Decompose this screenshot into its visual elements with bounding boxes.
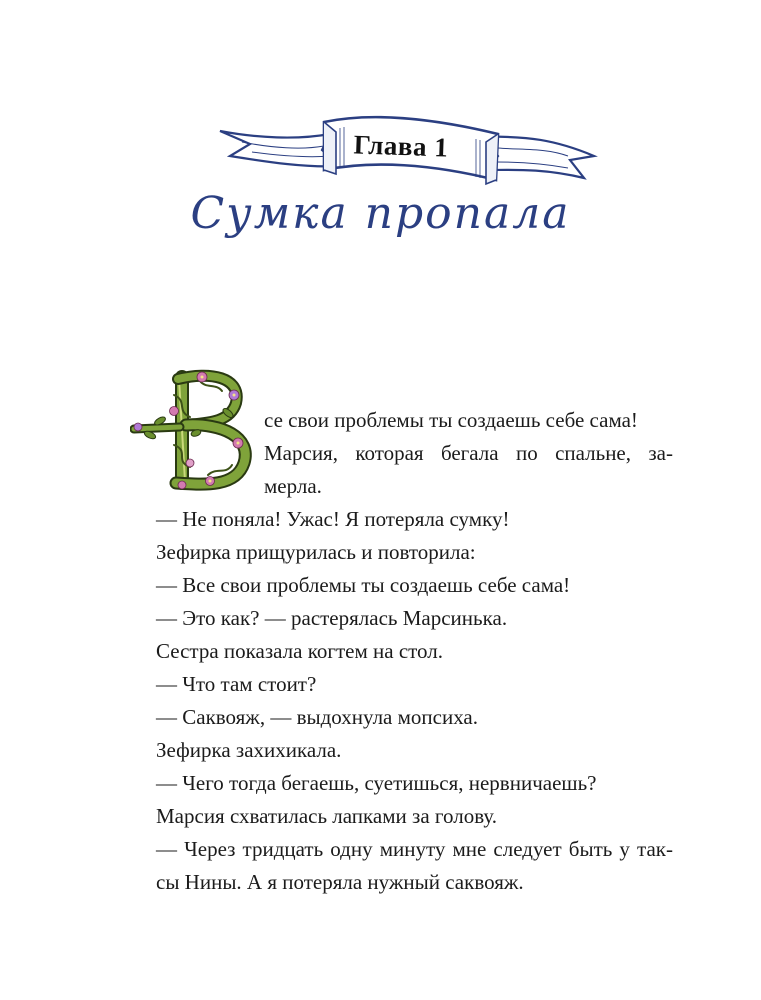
paragraph-1-line-2: Марсия, которая бегала по спальне, за- [264,441,673,465]
paragraph-8: — Саквояж, — выдохнула мопсиха. [156,705,479,729]
paragraph-2: — Не поняла! Ужас! Я потеряла сумку! [156,507,510,531]
paragraph-3: Зефирка прищурилась и повторила: [156,540,476,564]
paragraph-1-line-1: се свои проблемы ты создаешь себе сама! [264,408,638,432]
drop-cap-letter [130,367,258,493]
paragraph-4: — Все свои проблемы ты создаешь себе сама! [156,573,571,597]
paragraph-11: Марсия схватилась лапками за голову. [156,804,498,828]
paragraph-6: Сестра показала когтем на стол. [156,639,443,663]
paragraph-12-line-2: сы Нины. А я потеряла нужный саквояж. [156,870,524,894]
paragraph-9: Зефирка захихикала. [156,738,342,762]
paragraph-7: — Что там стоит? [156,672,317,696]
paragraph-10: — Чего тогда бегаешь, суетишься, нервничаешь? [156,771,597,795]
chapter-title: Сумка пропала [190,188,571,239]
paragraph-12-line-1: — Через тридцать одну минуту мне следует быть у так- [156,837,673,861]
paragraph-5: — Это как? — растерялась Марсинька. [156,606,508,630]
paragraph-1-line-3: мерла. [264,474,322,498]
chapter-label: Глава 1 [353,129,449,163]
